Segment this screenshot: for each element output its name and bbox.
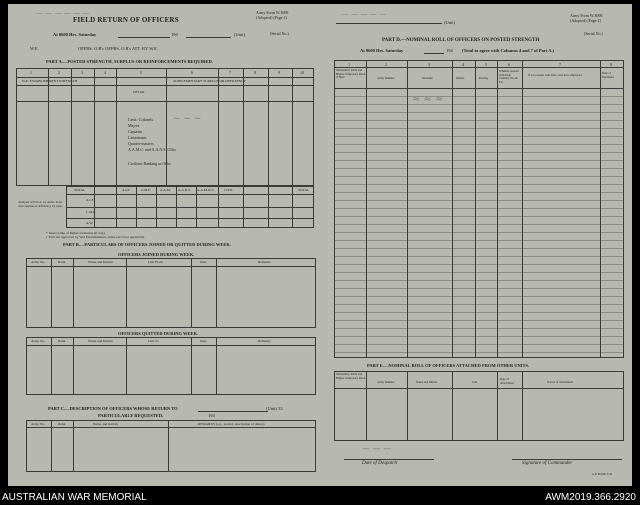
we-label: W.E. bbox=[30, 46, 39, 51]
faded-handwriting: ≈ ≈ ≈ bbox=[412, 94, 444, 105]
institution-credit: AUSTRALIAN WAR MEMORIAL bbox=[2, 492, 147, 503]
faded-handwriting: — — — bbox=[362, 444, 392, 453]
totals-col-8: TOTAL bbox=[298, 188, 310, 192]
totals-col-1: TOTAL bbox=[74, 188, 86, 192]
serial-label: (Serial No.) bbox=[270, 31, 289, 36]
joined-col-5: Date bbox=[200, 260, 207, 264]
totals-col-3: C.M.F. bbox=[141, 188, 151, 192]
ruled-line bbox=[334, 176, 624, 177]
rank-7: Civilians Ranking as Offrs bbox=[128, 161, 171, 166]
ruled-line bbox=[334, 184, 624, 185]
col-number-5: 5 bbox=[140, 70, 142, 75]
ruled-line bbox=[334, 120, 624, 121]
ruled-line bbox=[334, 112, 624, 113]
part-d-col-8: Date of Departure bbox=[602, 71, 614, 79]
ruled-line bbox=[334, 152, 624, 153]
ruled-line bbox=[334, 320, 624, 321]
right-page bbox=[322, 4, 632, 486]
part-d-col-3: Surname bbox=[422, 76, 433, 80]
totals-col-2: A.I.F. bbox=[122, 188, 130, 192]
at-line-right: At 0600 Hrs. Saturday bbox=[360, 48, 404, 53]
part-c-subheading: PARTICULARLY REQUESTED. bbox=[98, 413, 164, 418]
quitted-title: OFFICERS QUITTED DURING WEEK. bbox=[118, 331, 199, 336]
footer bbox=[0, 490, 640, 505]
footnote-2: † Unit not approved by War Establishment, strike out if not applicable. bbox=[46, 235, 146, 239]
part-c-unit: (Unit) 33 bbox=[266, 406, 283, 411]
part-d-col-number-2: 2 bbox=[385, 62, 387, 67]
ruled-line bbox=[334, 304, 624, 305]
quitted-col-4: Unit To bbox=[148, 339, 159, 343]
rank-6: A.A.M.C. and A.A.N.S. Offrs bbox=[128, 147, 176, 152]
part-d-col-7: If not present with Unit, state how employed. bbox=[528, 73, 583, 77]
year-label-right: 194 bbox=[446, 48, 453, 53]
col-number-3: 3 bbox=[81, 70, 83, 75]
totals-col-5: A.A.N.S. bbox=[178, 188, 192, 192]
part-e-col-1: Substantive Rank and Higher Temporary Rank bbox=[336, 372, 366, 380]
ruled-line bbox=[334, 208, 624, 209]
rank-5: Quarter-masters bbox=[128, 141, 154, 146]
ruled-line bbox=[334, 136, 624, 137]
detail-label: DETAIL bbox=[133, 90, 146, 94]
joined-col-6: Remarks bbox=[258, 260, 271, 264]
ruled-line bbox=[334, 160, 624, 161]
quitted-col-5: Date bbox=[200, 339, 207, 343]
ruled-line bbox=[334, 128, 624, 129]
part-d-col-number-1: 1 bbox=[348, 62, 350, 67]
joined-col-4: Unit From bbox=[148, 260, 163, 264]
ruled-line bbox=[334, 168, 624, 169]
ruled-line bbox=[334, 272, 624, 273]
ruled-line bbox=[334, 352, 624, 353]
page-note: (Adopted) (Page 1) bbox=[256, 15, 287, 20]
analysis-note: Analysis of Part A. by Arms. Total with surplus or deficiency by rank. bbox=[18, 200, 63, 208]
ruled-line bbox=[334, 192, 624, 193]
faded-handwriting: ~ ~ ~ bbox=[173, 114, 202, 124]
year-label: 194 bbox=[171, 32, 178, 37]
ruled-line bbox=[334, 240, 624, 241]
part-d-col-5: Posting bbox=[479, 76, 489, 80]
totals-col-4: A.A.M. bbox=[160, 188, 171, 192]
analysis-row-1: A.I.F. bbox=[86, 198, 94, 202]
quitted-col-2: Rank bbox=[58, 339, 66, 343]
ruled-line bbox=[334, 104, 624, 105]
col-group-right: SUPPLEMENTARY SURPLUS OR DEFICIENCY bbox=[173, 79, 247, 83]
form-ref: Army Form W.3008 bbox=[256, 10, 289, 15]
part-d-col-1: Substantive Rank and Higher Temporary Rank if Held bbox=[336, 68, 366, 80]
serial-label-right: (Serial No.) bbox=[584, 31, 603, 36]
col-number-10: 10 bbox=[300, 70, 304, 75]
col-number-6: 6 bbox=[191, 70, 193, 75]
joined-col-2: Rank bbox=[58, 260, 66, 264]
col-number-1: 1 bbox=[30, 70, 32, 75]
ruled-line bbox=[334, 200, 624, 201]
at-line: At 0600 Hrs. Saturday bbox=[53, 32, 97, 37]
part-d-col-number-7: 7 bbox=[559, 62, 561, 67]
col-number-2: 2 bbox=[58, 70, 60, 75]
rank-3: Captains bbox=[128, 129, 142, 134]
part-d-col-number-5: 5 bbox=[485, 62, 487, 67]
part-e-col-6: Nature of Attachment bbox=[547, 380, 573, 384]
part-e-heading: PART E.—NOMINAL ROLL OF OFFICERS ATTACHED FROM OTHER UNITS. bbox=[367, 363, 530, 368]
part-b-heading: PART B.—PARTICULARS OF OFFICERS JOINED OR QUITTED DURING WEEK. bbox=[63, 242, 231, 247]
ruled-line bbox=[334, 312, 624, 313]
page-title: FIELD RETURN OF OFFICERS bbox=[73, 16, 179, 24]
quitted-col-1: Army No. bbox=[31, 339, 46, 343]
part-c-year: 194 bbox=[208, 413, 215, 418]
part-c-col-2: Rank bbox=[58, 422, 66, 426]
faded-handwriting: — — — — — — bbox=[36, 9, 90, 17]
ruled-line bbox=[334, 96, 624, 97]
joined-col-3: Name and Initials bbox=[88, 260, 113, 264]
part-d-heading: PART D.—NOMINAL ROLL OF OFFICERS ON POSTED STRENGTH bbox=[382, 38, 540, 43]
ruled-line bbox=[334, 256, 624, 257]
ruled-line bbox=[334, 336, 624, 337]
ruled-line bbox=[334, 224, 624, 225]
rank-4: Lieutenants bbox=[128, 135, 147, 140]
rank-1: Lieut.-Colonels bbox=[128, 117, 153, 122]
ruled-line bbox=[334, 144, 624, 145]
page-note-right: (Adopted) (Page 2) bbox=[570, 18, 601, 23]
ruled-line bbox=[334, 248, 624, 249]
ruled-line bbox=[334, 288, 624, 289]
part-a-heading: PART A.—POSTED STRENGTH, SURPLUS OR REINFORCEMENTS REQUIRED. bbox=[46, 59, 213, 64]
left-page bbox=[8, 4, 322, 486]
part-c-heading: PART C.—DESCRIPTION OF OFFICERS WHOSE RETURN TO bbox=[48, 406, 178, 411]
totals-col-7: CIVIL bbox=[224, 188, 234, 192]
ruled-line bbox=[334, 328, 624, 329]
total-note: (Total to agree with Columns 4 and 7 of Part A.) bbox=[462, 48, 555, 53]
footnote-1: * Insert name of higher formation (if any). bbox=[46, 231, 106, 235]
despatch-date-label: Date of Despatch bbox=[362, 461, 397, 466]
part-c-col-3: Name and Initials bbox=[93, 422, 118, 426]
offrs-line: OFFRS. O.R's OFFRS. O.R's ATT. BY W.E. bbox=[78, 46, 159, 51]
faded-handwriting: — — — — — bbox=[342, 10, 386, 18]
part-d-col-6: Whether present with Unit. Casualty No. & Etc. bbox=[499, 69, 519, 84]
totals-col-6: A.A.M.W.S. bbox=[197, 188, 215, 192]
part-c-col-1: Army No. bbox=[31, 422, 46, 426]
part-e-col-4: Unit bbox=[472, 380, 478, 384]
analysis-row-2: C.M.F. bbox=[86, 210, 96, 214]
joined-title: OFFICERS JOINED DURING WEEK. bbox=[118, 252, 195, 257]
joined-table bbox=[26, 258, 316, 328]
part-d-col-number-3: 3 bbox=[428, 62, 430, 67]
ruled-line bbox=[334, 344, 624, 345]
part-d-col-4: Initials bbox=[456, 76, 465, 80]
quitted-col-3: Name and Initials bbox=[88, 339, 113, 343]
accession-number: AWM2019.366.2920 bbox=[545, 492, 636, 503]
part-d-col-number-6: 6 bbox=[508, 62, 510, 67]
ruled-line bbox=[334, 232, 624, 233]
ruled-line bbox=[334, 280, 624, 281]
print-code: G.P. 60.000 3/42 bbox=[592, 472, 613, 476]
col-number-8: 8 bbox=[254, 70, 256, 75]
commander-signature-label: Signature of Commander bbox=[522, 461, 573, 466]
ruled-line bbox=[334, 216, 624, 217]
col-group-left: W.E. ESTABLISHMENT STRENGTH bbox=[22, 79, 78, 83]
part-e-col-2: Army Number bbox=[377, 380, 395, 384]
part-c-col-4: REMARKS (e.g., posted, description of duties) bbox=[198, 422, 265, 426]
col-number-4: 4 bbox=[104, 70, 106, 75]
part-e-col-3: Name and Initials bbox=[416, 380, 438, 384]
ruled-line bbox=[334, 296, 624, 297]
part-d-col-number-4: 4 bbox=[462, 62, 464, 67]
ruled-line bbox=[334, 264, 624, 265]
analysis-row-3: A.W. bbox=[86, 221, 94, 225]
joined-col-1: Army No. bbox=[31, 260, 46, 264]
part-d-col-2: Army Number bbox=[377, 76, 395, 80]
col-number-7: 7 bbox=[229, 70, 231, 75]
part-e-col-5: Date of Attachment bbox=[500, 377, 514, 385]
rank-2: Majors bbox=[128, 123, 140, 128]
unit-label-right: (Unit) bbox=[444, 20, 455, 25]
quitted-col-6: Remarks bbox=[258, 339, 271, 343]
part-d-col-number-8: 8 bbox=[610, 62, 612, 67]
form-ref-right: Army Form W.3008 bbox=[570, 13, 603, 18]
col-number-9: 9 bbox=[278, 70, 280, 75]
unit-label: (Unit) bbox=[234, 32, 245, 37]
